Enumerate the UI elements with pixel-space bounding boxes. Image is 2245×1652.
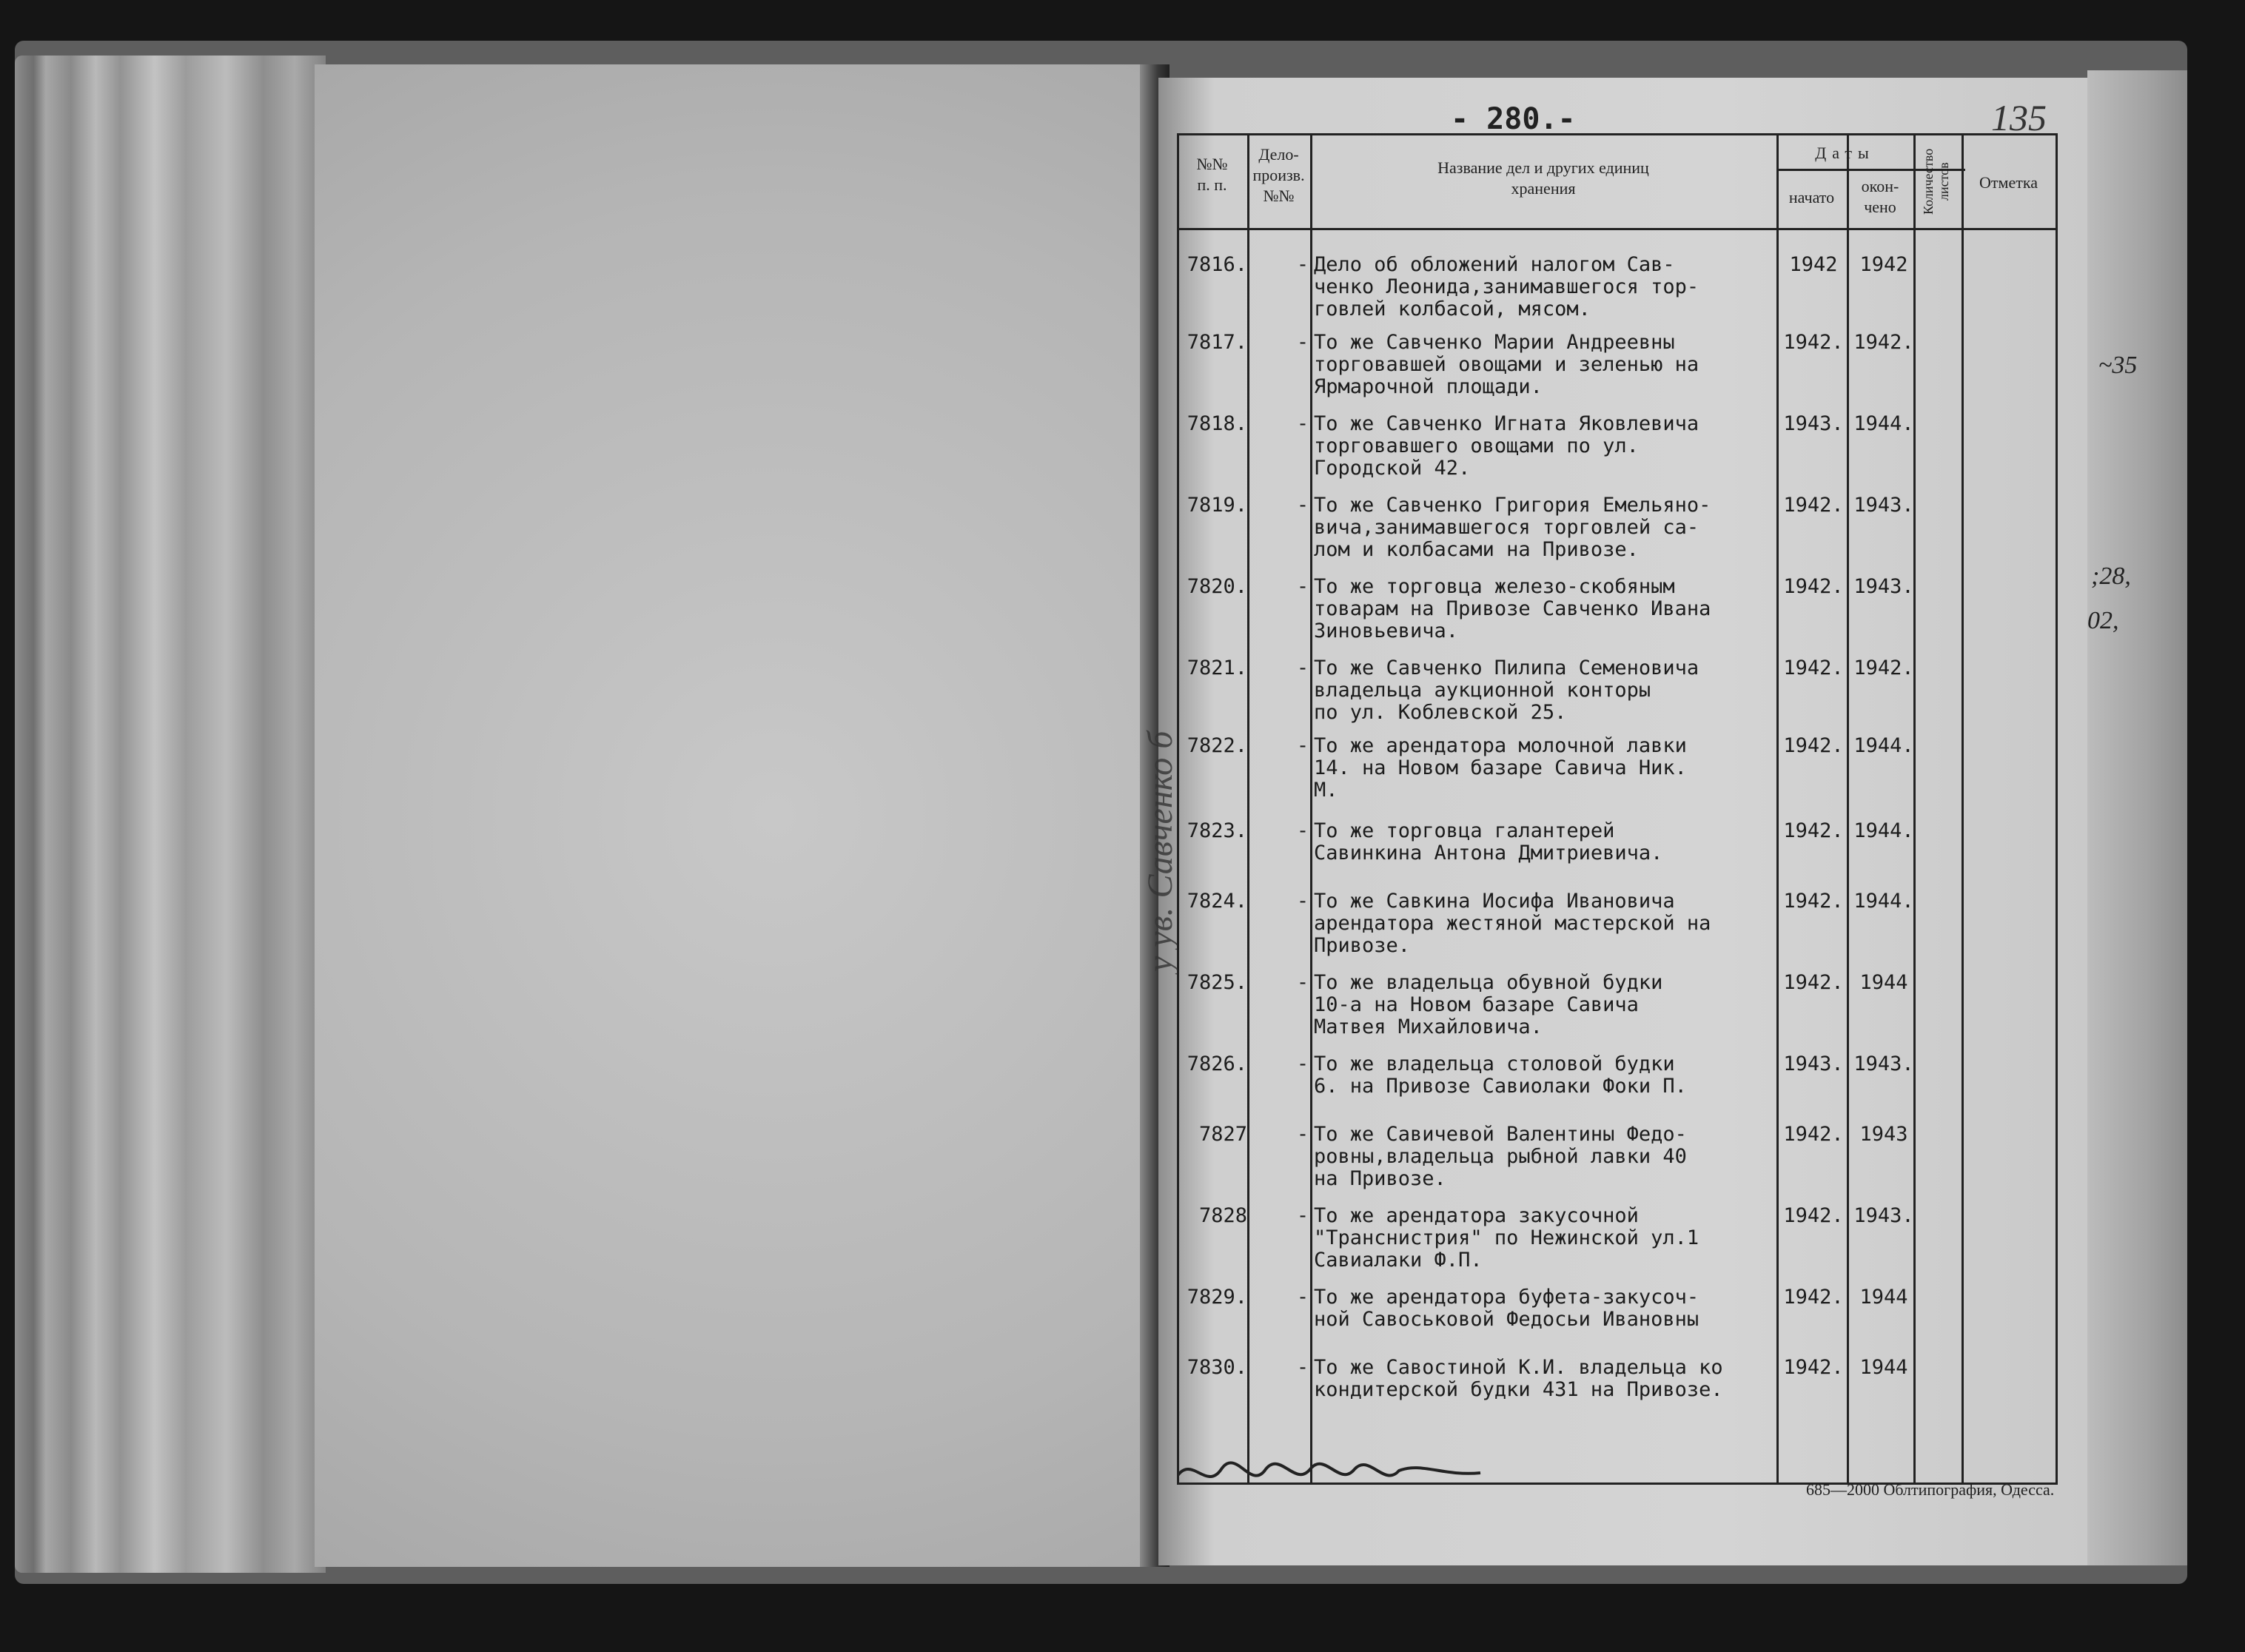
row-start-date: 1942. [1783,1286,1844,1309]
row-number: 7823. [1187,819,1247,842]
margin-note: ~35 [2098,352,2138,379]
header-delo: Дело- произв. №№ [1252,145,1305,205]
row-title: То же торговца галантерей Савинкина Антона Дмитриевича. [1314,819,1663,864]
row-start-date: 1942. [1783,657,1844,679]
row-end-date: 1944. [1853,734,1914,757]
header-dates: Даты [1815,144,1875,162]
archive-folio-number: 135 [1991,97,2047,138]
header-sheets: Количество листов [1921,148,1951,215]
row-start-date: 1943. [1783,412,1844,435]
left-page-blank [315,64,1151,1567]
row-title: То же торговца железо-скобяным товарам на Привозе Савченко Ивана Зиновьевича. [1314,575,1711,642]
row-number: 7829. [1187,1286,1247,1309]
row-title: То же арендатора молочной лавки 14. на Новом базаре Савича Ник. М. [1314,734,1687,802]
row-delo: - [1296,657,1309,679]
column-divider [1776,135,1779,1483]
row-end-date: 1942 [1859,253,1908,276]
row-title: То же арендатора закусочной "Транснистрия" по Нежинской ул.1 Савиалаки Ф.П. [1314,1204,1699,1272]
header-mark: Отметка [1979,173,2038,192]
margin-note: ;28, [2091,563,2131,590]
row-delo: - [1296,1204,1309,1227]
row-end-date: 1942. [1853,331,1914,354]
row-end-date: 1943 [1859,1123,1908,1146]
row-start-date: 1942. [1783,890,1844,913]
row-start-date: 1942. [1783,1204,1844,1227]
row-end-date: 1944. [1853,890,1914,913]
row-title: То же Савченко Марии Андреевны торговавшей овощами и зеленью на Ярмарочной площади. [1314,331,1699,398]
row-start-date: 1943. [1783,1052,1844,1075]
header-start: начато [1788,188,1835,206]
row-end-date: 1942. [1853,657,1914,679]
row-delo: - [1296,890,1309,913]
row-start-date: 1942. [1783,971,1844,994]
row-start-date: 1942. [1783,575,1844,598]
column-divider [1962,135,1964,1483]
row-delo: - [1296,734,1309,757]
row-start-date: 1942 [1789,253,1838,276]
row-number: 7819. [1187,494,1247,517]
column-divider [2056,135,2058,1483]
row-start-date: 1942. [1783,1356,1844,1379]
row-start-date: 1942. [1783,819,1844,842]
row-number: 7817. [1187,331,1247,354]
register-table [1177,133,2058,1485]
row-delo: - [1296,819,1309,842]
row-title: То же арендатора буфета-закусоч- ной Савоськовой Федосьи Ивановны [1314,1286,1699,1331]
row-end-date: 1943. [1853,1052,1914,1075]
row-delo: - [1296,1356,1309,1379]
row-number: 7828 [1198,1204,1247,1227]
row-title: То же Савичевой Валентины Федо- ровны,владельца рыбной лавки 40 на Привозе. [1314,1123,1687,1190]
row-delo: - [1296,1052,1309,1075]
handwritten-margin-note: у ув. Савченко б [1141,731,1180,972]
row-end-date: 1944. [1853,412,1914,435]
row-start-date: 1942. [1783,331,1844,354]
row-title: То же Савченко Игната Яковлевича торговавшего овощами по ул. Городской 42. [1314,412,1699,480]
header-end: окон- чено [1861,177,1899,216]
row-number: 7821. [1187,657,1247,679]
row-delo: - [1296,412,1309,435]
torn-back-pages [2087,70,2187,1565]
row-delo: - [1296,494,1309,517]
row-number: 7820. [1187,575,1247,598]
row-title: То же Савченко Пилипа Семеновича владельца аукционной конторы по ул. Коблевской 25. [1314,657,1699,724]
row-delo: - [1296,1286,1309,1309]
row-end-date: 1943. [1853,1204,1914,1227]
row-title: То же Савченко Григория Емельяно- вича,занимавшегося торговлей са- лом и колбасами на Привозе. [1314,494,1711,561]
row-delo: - [1296,331,1309,354]
row-end-date: 1944 [1859,1286,1908,1309]
row-title: То же Савкина Иосифа Ивановича арендатора жестяной мастерской на Привозе. [1314,890,1711,957]
header-rule [1177,228,2058,230]
row-delo: - [1296,575,1309,598]
printer-footer: 685—2000 Облтипография, Одесса. [1806,1480,2055,1499]
row-end-date: 1943. [1853,494,1914,517]
page-edges [15,56,326,1573]
row-end-date: 1944 [1859,1356,1908,1379]
row-number: 7822. [1187,734,1247,757]
row-title: Дело об обложений налогом Сав- ченко Леонида,занимавшегося тор- говлей колбасой, мясом. [1314,253,1699,320]
row-number: 7824. [1187,890,1247,913]
row-delo: - [1296,1123,1309,1146]
row-number: 7826. [1187,1052,1247,1075]
row-number: 7816. [1187,253,1247,276]
row-title: То же владельца обувной будки 10-а на Новом базаре Савича Матвея Михайловича. [1314,971,1663,1038]
header-num: №№ п. п. [1196,155,1228,194]
row-end-date: 1944 [1859,971,1908,994]
row-number: 7827 [1198,1123,1247,1146]
row-delo: - [1296,253,1309,276]
row-start-date: 1942. [1783,494,1844,517]
page-number: - 280.- [1451,102,1576,136]
row-start-date: 1942. [1783,734,1844,757]
row-number: 7818. [1187,412,1247,435]
margin-note: 02, [2087,607,2119,634]
row-end-date: 1944. [1853,819,1914,842]
row-number: 7830. [1187,1356,1247,1379]
row-start-date: 1942. [1783,1123,1844,1146]
row-number: 7825. [1187,971,1247,994]
row-title: То же Савостиной К.И. владельца ко кондитерской будки 431 на Привозе. [1314,1356,1723,1401]
scribble-mark [1177,1447,1488,1499]
header-title: Название дел и других единиц хранения [1437,158,1649,198]
row-title: То же владельца столовой будки 6. на Привозе Савиолаки Фоки П. [1314,1052,1687,1098]
row-end-date: 1943. [1853,575,1914,598]
row-delo: - [1296,971,1309,994]
